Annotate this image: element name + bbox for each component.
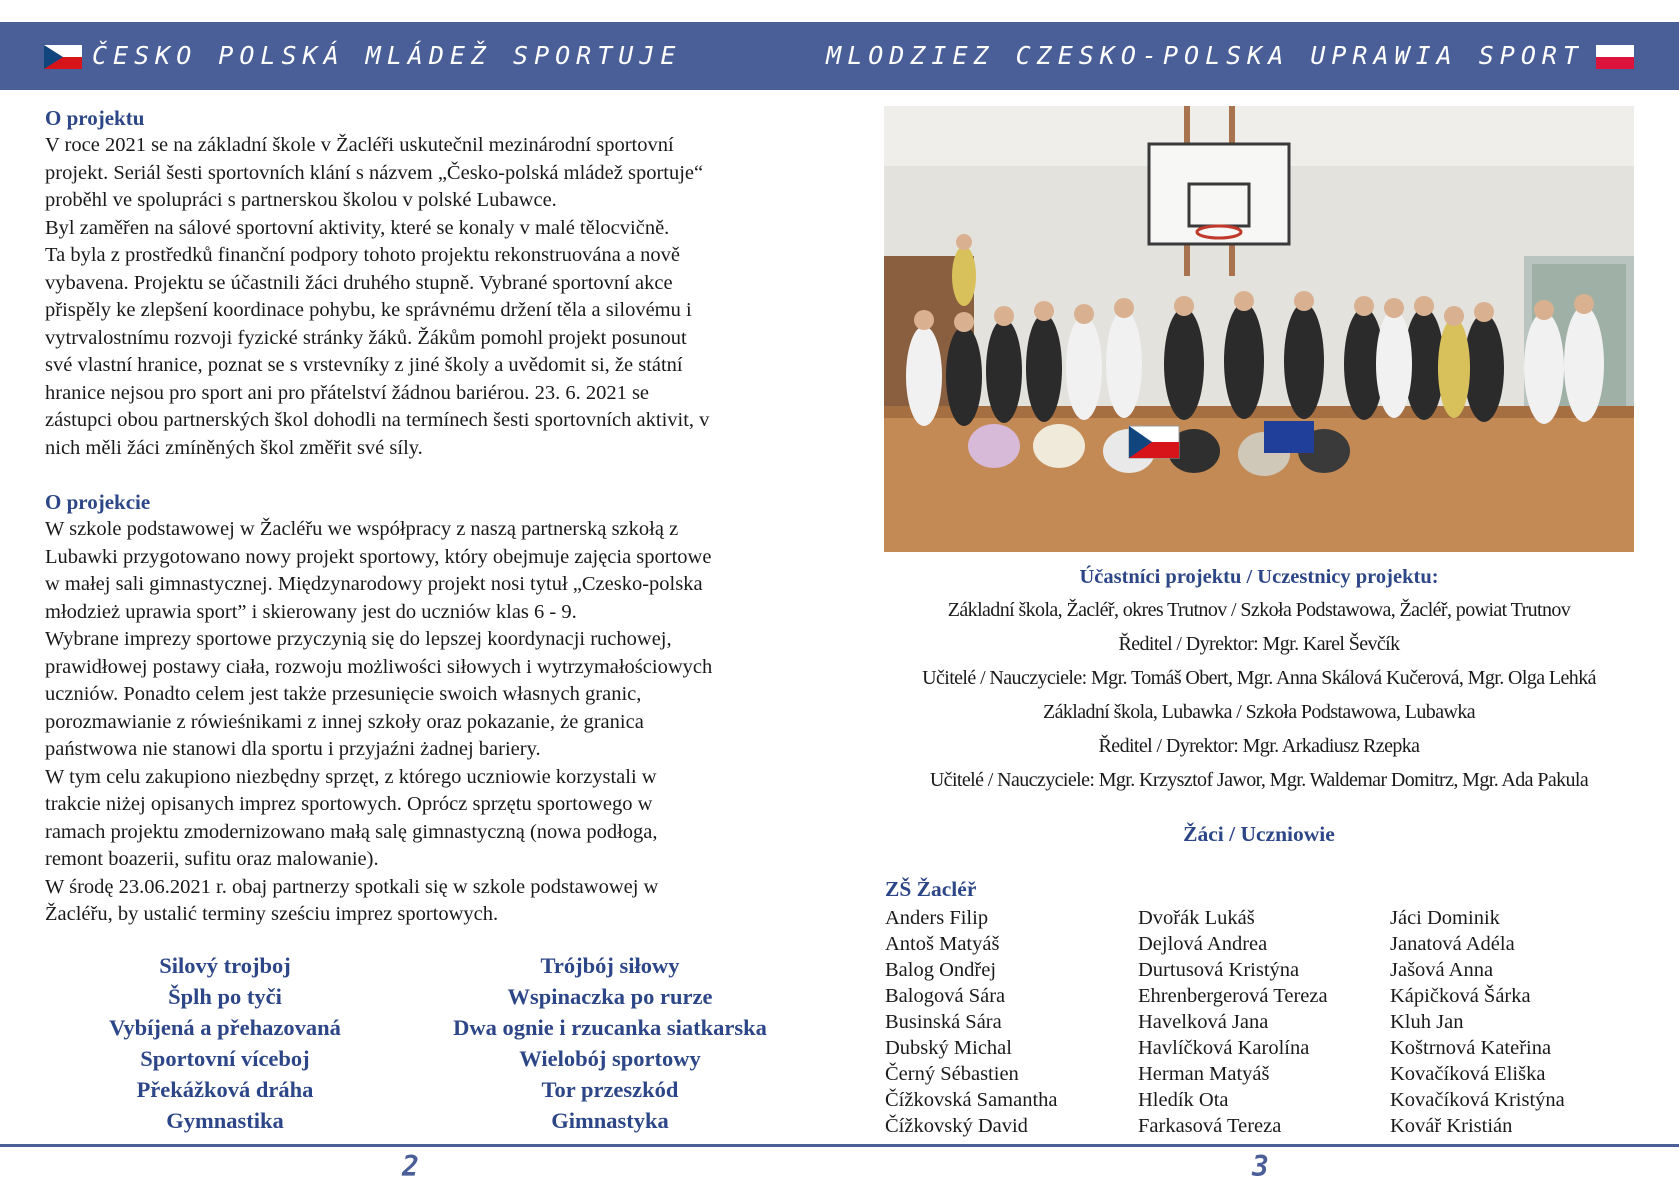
paragraph-czech xyxy=(45,132,805,462)
pupil-name: Farkasová Tereza xyxy=(1138,1115,1282,1137)
pupil-name: Kovačíková Eliška xyxy=(1390,1063,1546,1085)
text-line: proběhl ve spolupráci s partnerskou školou v polské Lubawce. xyxy=(45,189,557,211)
participants-line: Základní škola, Lubawka / Szkoła Podstawowa, Lubawka xyxy=(1042,701,1476,723)
sport-item: Gimnastyka xyxy=(551,1108,669,1133)
header-title-czech: ČESKO POLSKÁ MLÁDEŽ SPORTUJE xyxy=(92,41,682,70)
pupil-name: Kovačíková Kristýna xyxy=(1390,1089,1565,1111)
text-line: V roce 2021 se na základní škole v Žacléři uskutečnil mezinárodní sportovní xyxy=(45,134,674,156)
text-line: W szkole podstawowej w Žacléřu we współpracy z naszą partnerską szkołą z xyxy=(45,518,679,540)
pupils-heading: Žáci / Uczniowie xyxy=(1183,822,1335,846)
paragraph-polish xyxy=(45,516,805,929)
sport-item: Vybíjená a přehazovaná xyxy=(109,1015,341,1040)
participants-line: Učitelé / Nauczyciele: Mgr. Tomáš Obert, Mgr. Anna Skálová Kučerová, Mgr. Olga Lehká xyxy=(922,667,1596,689)
pupil-name: Jáci Dominik xyxy=(1390,907,1500,929)
sport-item: Wspinaczka po rurze xyxy=(507,984,713,1009)
polish-flag-icon xyxy=(1596,45,1634,69)
text-line: trakcie niżej opisanych imprez sportowych. Oprócz sprzętu sportowego w xyxy=(45,793,653,815)
text-line: ramach projektu zmodernizowano małą salę gimnastyczną (nowa podłoga, xyxy=(45,820,658,843)
pupil-name: Ehrenbergerová Tereza xyxy=(1138,985,1328,1007)
participants-line: Ředitel / Dyrektor: Mgr. Arkadiusz Rzepka xyxy=(1098,735,1420,757)
pupil-name: Antoš Matyáš xyxy=(885,933,1000,955)
participants-line: Ředitel / Dyrektor: Mgr. Karel Ševčík xyxy=(1118,633,1400,655)
text-line: Lubawki przygotowano nowy projekt sportowy, który obejmuje zajęcia sportowe xyxy=(45,545,712,568)
sport-item: Trójbój siłowy xyxy=(540,953,680,978)
text-line: vytrvalostnímu rozvoji fyzické stránky žáků. Žákům pomohl projekt posunout xyxy=(45,326,687,349)
pupil-name: Čížkovský David xyxy=(885,1115,1028,1137)
text-line: porozmawianie z rówieśnikami z innej szkoły oraz pokazanie, że granica xyxy=(45,710,644,733)
section-heading-czech: O projektu xyxy=(45,106,145,130)
participants-line: Učitelé / Nauczyciele: Mgr. Krzysztof Jawor, Mgr. Waldemar Domitrz, Mgr. Ada Pakula xyxy=(929,769,1589,791)
pupil-name: Kluh Jan xyxy=(1390,1011,1464,1033)
sport-item: Šplh po tyči xyxy=(168,984,282,1009)
text-line: přispěly ke zlepšení koordinace pohybu, ke správnému držení těla a silovému i xyxy=(45,299,692,321)
text-line: młodzież uprawia sport” i skierowany jest do uczniów klas 6 - 9. xyxy=(45,600,577,623)
sports-list-polish xyxy=(420,950,800,1136)
section-heading-polish: O projekcie xyxy=(45,490,151,514)
text-line: Wybrane imprezy sportowe przyczynią się do lepszej koordynacji ruchowej, xyxy=(45,628,672,650)
text-line: své vlastní hranice, poznat se s vrstevníky z jiné školy a uvědomit si, že státní xyxy=(45,354,683,376)
sport-item: Gymnastika xyxy=(166,1108,284,1133)
pupil-name: Jašová Anna xyxy=(1390,959,1494,981)
page-number-left: 2 xyxy=(402,1150,419,1183)
pupil-name: Herman Matyáš xyxy=(1138,1063,1270,1085)
czech-flag-icon xyxy=(44,45,82,69)
school-heading: ZŠ Žacléř xyxy=(885,877,977,901)
page-number-right: 3 xyxy=(1252,1150,1269,1183)
pupil-name: Čížkovská Samantha xyxy=(885,1089,1058,1111)
pupil-name: Balog Ondřej xyxy=(885,959,997,981)
pupil-name: Dvořák Lukáš xyxy=(1138,907,1255,929)
pupil-name: Dejlová Andrea xyxy=(1138,933,1268,955)
text-line: Žacléřu, by ustalić terminy sześciu imprez sportowych. xyxy=(45,903,499,925)
pupil-name: Koštrnová Kateřina xyxy=(1390,1037,1552,1059)
pupil-name: Černý Sébastien xyxy=(885,1063,1019,1085)
pupil-name: Anders Filip xyxy=(885,907,989,929)
text-line: hranice nejsou pro sport ani pro přátelství žádnou bariérou. 23. 6. 2021 se xyxy=(45,381,650,404)
pupil-name: Durtusová Kristýna xyxy=(1138,959,1300,981)
pupil-names-column-1 xyxy=(885,905,1058,1139)
sport-item: Tor przeszkód xyxy=(541,1077,679,1102)
pupil-name: Janatová Adéla xyxy=(1390,933,1515,955)
text-line: Ta byla z prostředků finanční podpory tohoto projektu rekonstruována a nově xyxy=(45,244,681,266)
left-column xyxy=(45,104,805,929)
sport-item: Sportovní víceboj xyxy=(140,1046,310,1071)
pupil-name: Havelková Jana xyxy=(1138,1011,1269,1033)
pupil-name: Kovář Kristián xyxy=(1390,1115,1513,1137)
pupil-name: Kápičková Šárka xyxy=(1390,985,1531,1007)
footer-line xyxy=(0,1144,1679,1147)
sport-item: Dwa ognie i rzucanka siatkarska xyxy=(453,1015,767,1040)
pupil-name: Havlíčková Karolína xyxy=(1138,1037,1310,1059)
header-title-polish: MLODZIEZ CZESKO-POLSKA UPRAWIA SPORT xyxy=(826,41,1584,70)
text-line: w małej sali gimnastycznej. Międzynarodowy projekt nosi tytuł „Czesko-polska xyxy=(45,573,703,595)
text-line: Byl zaměřen na sálové sportovní aktivity, které se konaly v malé tělocvičně. xyxy=(45,216,670,239)
participants-line: Základní škola, Žacléř, okres Trutnov / Szkoła Podstawowa, Žacléř, powiat Trutnov xyxy=(947,599,1571,621)
text-line: zástupci obou partnerských škol dohodli na termínech šesti sportovních aktivit, v xyxy=(45,409,710,431)
text-line: nich měli žáci zmíněných škol změřit své síly. xyxy=(45,436,423,459)
sport-item: Wielobój sportowy xyxy=(519,1046,701,1071)
text-line: państwowa nie stanowi dla sportu i przyjaźni żadnej bariery. xyxy=(45,738,541,760)
sport-item: Silový trojboj xyxy=(159,953,291,978)
text-line: W tym celu zakupiono niezbędny sprzęt, z którego uczniowie korzystali w xyxy=(45,765,657,788)
pupil-names-column-2 xyxy=(1138,905,1328,1139)
header-bar xyxy=(0,22,1679,90)
pupil-name: Dubský Michal xyxy=(885,1037,1012,1059)
text-line: remont boazerii, sufitu oraz malowanie). xyxy=(45,848,379,870)
sport-item: Překážková dráha xyxy=(136,1077,314,1102)
group-photo xyxy=(884,106,1634,552)
text-line: prawidłowej postawy ciała, rozwoju możliwości siłowych i wytrzymałościowych xyxy=(45,655,713,678)
pupil-name: Hledík Ota xyxy=(1138,1089,1229,1111)
text-line: projekt. Seriál šesti sportovních klání s názvem „Česko-polská mládež sportuje“ xyxy=(45,161,704,184)
text-line: vybavena. Projektu se účastnili žáci druhého stupně. Vybrané sportovní akce xyxy=(45,271,673,294)
pupil-name: Balogová Sára xyxy=(885,985,1006,1007)
participants-heading: Účastníci projektu / Uczestnicy projektu: xyxy=(1079,566,1439,588)
text-line: W środę 23.06.2021 r. obaj partnerzy spotkali się w szkole podstawowej w xyxy=(45,875,659,898)
pupil-name: Businská Sára xyxy=(885,1011,1002,1033)
participants-block xyxy=(884,561,1634,797)
pupil-names-column-3 xyxy=(1390,905,1565,1139)
sports-list-czech xyxy=(35,950,415,1136)
text-line: uczniów. Ponadto celem jest także przesunięcie swoich własnych granic, xyxy=(45,683,642,705)
